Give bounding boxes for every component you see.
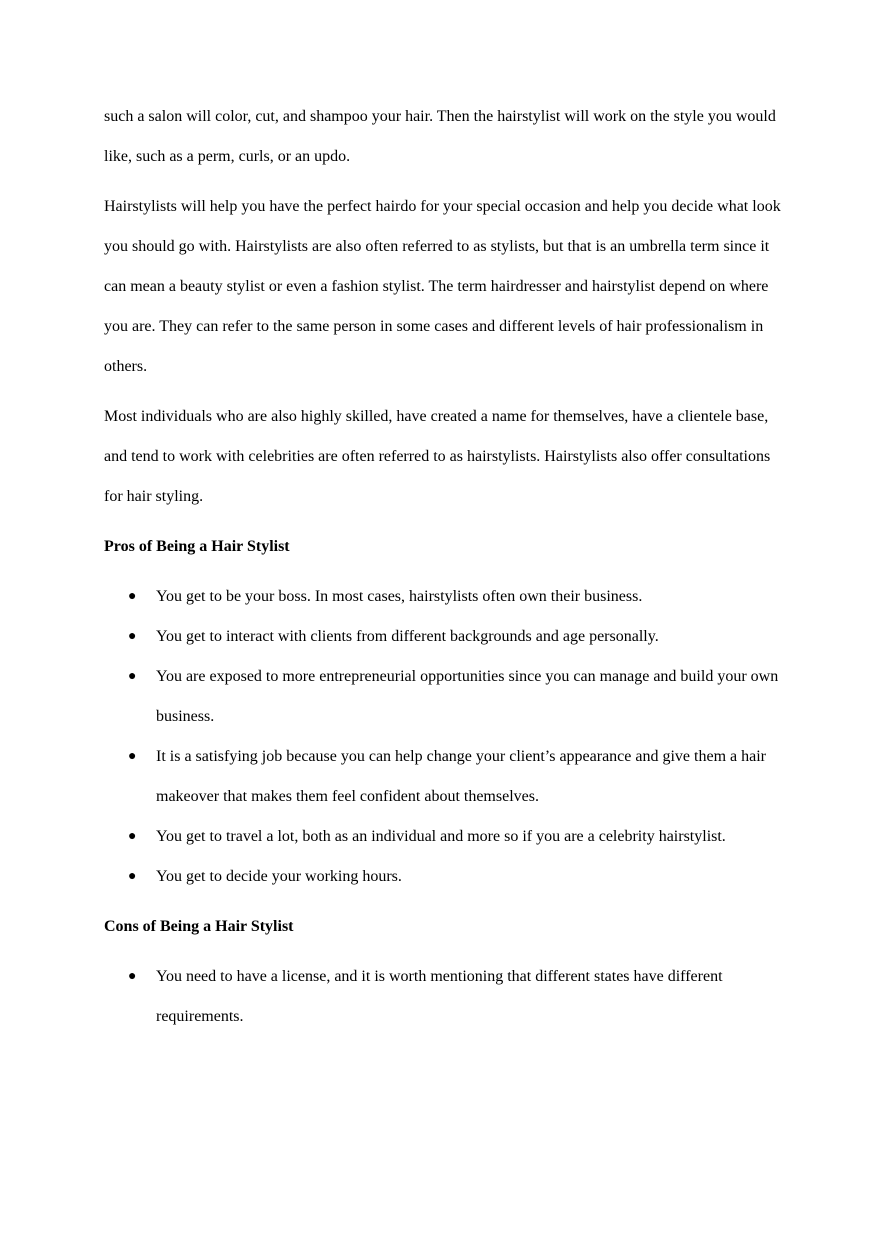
cons-heading: Cons of Being a Hair Stylist — [104, 918, 294, 935]
document-page — [104, 97, 784, 1047]
cons-list — [104, 957, 784, 1037]
bullet-icon: ● — [128, 589, 137, 604]
list-item-text: It is a satisfying job because you can help change your client’s appearance and give them a hair makeover that makes them feel confident about themselves. — [156, 748, 766, 805]
list-item — [104, 817, 784, 857]
bullet-icon: ● — [128, 629, 137, 644]
list-item-text: You are exposed to more entrepreneurial opportunities since you can manage and build your own business. — [156, 668, 779, 725]
bullet-icon: ● — [128, 749, 137, 764]
list-item-text: You need to have a license, and it is worth mentioning that different states have different requirements. — [156, 968, 723, 1025]
list-item-text: You get to decide your working hours. — [156, 868, 402, 885]
pros-heading: Pros of Being a Hair Stylist — [104, 538, 290, 555]
list-item-text: You get to interact with clients from different backgrounds and age personally. — [156, 628, 659, 645]
list-item — [104, 857, 784, 897]
list-item-text: You get to travel a lot, both as an individual and more so if you are a celebrity hairstylist. — [156, 828, 726, 845]
paragraph-hairstylist-role: Hairstylists will help you have the perfect hairdo for your special occasion and help you decide what look you should go with. Hairstylists are also often referred to as stylists, but that is an umbrella term since it can mean a beauty stylist or even a fashion stylist. The term hairdresser and hairstylist depend on where you are. They can refer to the same person in some cases and different levels of hair professionalism in others. — [104, 198, 781, 375]
bullet-icon: ● — [128, 969, 137, 984]
paragraph-skilled-individuals: Most individuals who are also highly skilled, have created a name for themselves, have a clientele base, and tend to work with celebrities are often referred to as hairstylists. Hairstylists also offer consultations for hair styling. — [104, 408, 771, 505]
bullet-icon: ● — [128, 829, 137, 844]
list-item-text: You get to be your boss. In most cases, hairstylists often own their business. — [156, 588, 643, 605]
list-item — [104, 737, 784, 817]
list-item — [104, 657, 784, 737]
bullet-icon: ● — [128, 869, 137, 884]
list-item — [104, 957, 784, 1037]
list-item — [104, 577, 784, 617]
pros-list — [104, 577, 784, 897]
list-item — [104, 617, 784, 657]
paragraph-salon-services: such a salon will color, cut, and shampoo your hair. Then the hairstylist will work on the style you would like, such as a perm, curls, or an updo. — [104, 108, 776, 165]
bullet-icon: ● — [128, 669, 137, 684]
